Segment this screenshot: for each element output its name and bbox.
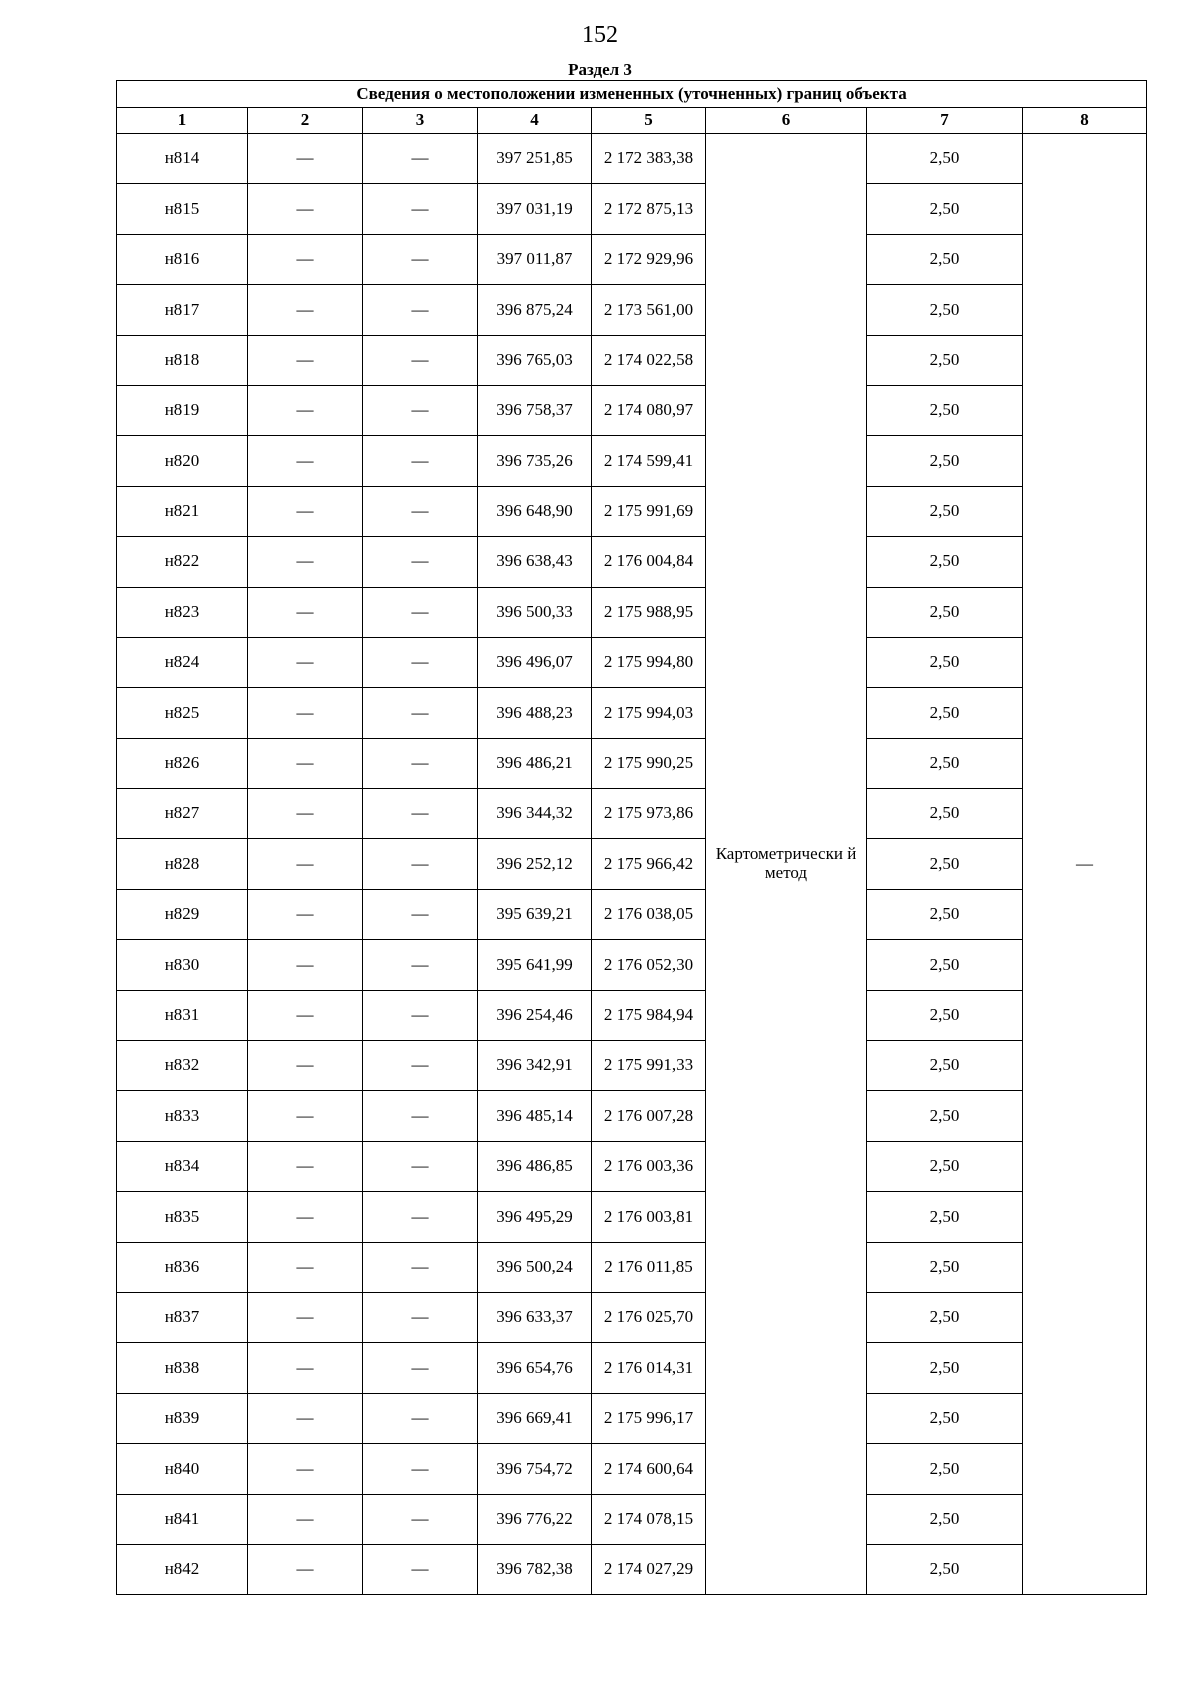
col2-cell: — <box>248 285 363 335</box>
table-caption: Сведения о местоположении измененных (уточненных) границ объекта <box>117 81 1147 108</box>
col3-cell: — <box>363 537 478 587</box>
y-coordinate-cell: 2 174 600,64 <box>592 1444 706 1494</box>
point-name-cell: н820 <box>117 436 248 486</box>
col3-cell: — <box>363 1292 478 1342</box>
accuracy-cell: 2,50 <box>867 1242 1023 1292</box>
x-coordinate-cell: 396 486,85 <box>478 1141 592 1191</box>
accuracy-cell: 2,50 <box>867 385 1023 435</box>
y-coordinate-cell: 2 175 984,94 <box>592 990 706 1040</box>
x-coordinate-cell: 396 633,37 <box>478 1292 592 1342</box>
col3-cell: — <box>363 587 478 637</box>
point-name-cell: н821 <box>117 486 248 536</box>
col2-cell: — <box>248 1343 363 1393</box>
x-coordinate-cell: 397 031,19 <box>478 184 592 234</box>
table-row <box>117 184 1147 234</box>
col3-cell: — <box>363 990 478 1040</box>
col2-cell: — <box>248 486 363 536</box>
section-title: Раздел 3 <box>568 60 632 79</box>
col3-cell: — <box>363 436 478 486</box>
x-coordinate-cell: 396 496,07 <box>478 637 592 687</box>
x-coordinate-cell: 396 648,90 <box>478 486 592 536</box>
point-name-cell: н830 <box>117 940 248 990</box>
accuracy-cell: 2,50 <box>867 990 1023 1040</box>
table-row <box>117 486 1147 536</box>
col3-cell: — <box>363 184 478 234</box>
y-coordinate-cell: 2 175 994,03 <box>592 688 706 738</box>
y-coordinate-cell: 2 176 004,84 <box>592 537 706 587</box>
accuracy-cell: 2,50 <box>867 1292 1023 1342</box>
col2-cell: — <box>248 335 363 385</box>
table-row <box>117 1444 1147 1494</box>
point-name-cell: н839 <box>117 1393 248 1443</box>
col3-cell: — <box>363 486 478 536</box>
method-cell: Картометрически й метод <box>706 134 867 1595</box>
accuracy-cell: 2,50 <box>867 738 1023 788</box>
point-name-cell: н815 <box>117 184 248 234</box>
accuracy-cell: 2,50 <box>867 285 1023 335</box>
col2-cell: — <box>248 1292 363 1342</box>
point-name-cell: н825 <box>117 688 248 738</box>
accuracy-cell: 2,50 <box>867 335 1023 385</box>
y-coordinate-cell: 2 176 003,36 <box>592 1141 706 1191</box>
table-row <box>117 537 1147 587</box>
x-coordinate-cell: 396 735,26 <box>478 436 592 486</box>
column-number: 2 <box>248 108 363 134</box>
table-row <box>117 1141 1147 1191</box>
accuracy-cell: 2,50 <box>867 839 1023 889</box>
point-name-cell: н829 <box>117 889 248 939</box>
accuracy-cell: 2,50 <box>867 587 1023 637</box>
col2-cell: — <box>248 1091 363 1141</box>
table-body <box>117 134 1147 1595</box>
x-coordinate-cell: 396 754,72 <box>478 1444 592 1494</box>
col2-cell: — <box>248 940 363 990</box>
col3-cell: — <box>363 1494 478 1544</box>
col2-cell: — <box>248 385 363 435</box>
table-row <box>117 285 1147 335</box>
accuracy-cell: 2,50 <box>867 637 1023 687</box>
col3-cell: — <box>363 637 478 687</box>
col2-cell: — <box>248 436 363 486</box>
accuracy-cell: 2,50 <box>867 1343 1023 1393</box>
col3-cell: — <box>363 839 478 889</box>
col3-cell: — <box>363 889 478 939</box>
point-name-cell: н833 <box>117 1091 248 1141</box>
y-coordinate-cell: 2 174 022,58 <box>592 335 706 385</box>
point-name-cell: н835 <box>117 1192 248 1242</box>
column-number: 4 <box>478 108 592 134</box>
y-coordinate-cell: 2 175 990,25 <box>592 738 706 788</box>
table-row <box>117 990 1147 1040</box>
col3-cell: — <box>363 385 478 435</box>
table-row <box>117 738 1147 788</box>
col3-cell: — <box>363 688 478 738</box>
table-row <box>117 637 1147 687</box>
col2-cell: — <box>248 1041 363 1091</box>
y-coordinate-cell: 2 176 011,85 <box>592 1242 706 1292</box>
point-name-cell: н836 <box>117 1242 248 1292</box>
table-row <box>117 134 1147 184</box>
table-row <box>117 1192 1147 1242</box>
table-row <box>117 1091 1147 1141</box>
x-coordinate-cell: 396 638,43 <box>478 537 592 587</box>
col3-cell: — <box>363 738 478 788</box>
col3-cell: — <box>363 1091 478 1141</box>
table-row <box>117 1343 1147 1393</box>
y-coordinate-cell: 2 172 875,13 <box>592 184 706 234</box>
y-coordinate-cell: 2 174 027,29 <box>592 1544 706 1594</box>
accuracy-cell: 2,50 <box>867 1544 1023 1594</box>
accuracy-cell: 2,50 <box>867 1192 1023 1242</box>
accuracy-cell: 2,50 <box>867 184 1023 234</box>
accuracy-cell: 2,50 <box>867 134 1023 184</box>
x-coordinate-cell: 396 495,29 <box>478 1192 592 1242</box>
point-name-cell: н818 <box>117 335 248 385</box>
accuracy-cell: 2,50 <box>867 789 1023 839</box>
col2-cell: — <box>248 234 363 284</box>
y-coordinate-cell: 2 172 929,96 <box>592 234 706 284</box>
point-name-cell: н814 <box>117 134 248 184</box>
y-coordinate-cell: 2 175 991,33 <box>592 1041 706 1091</box>
page-number: 152 <box>582 22 618 48</box>
point-name-cell: н828 <box>117 839 248 889</box>
col2-cell: — <box>248 1141 363 1191</box>
col2-cell: — <box>248 1444 363 1494</box>
col2-cell: — <box>248 990 363 1040</box>
point-name-cell: н824 <box>117 637 248 687</box>
y-coordinate-cell: 2 175 973,86 <box>592 789 706 839</box>
x-coordinate-cell: 397 251,85 <box>478 134 592 184</box>
x-coordinate-cell: 396 500,24 <box>478 1242 592 1292</box>
x-coordinate-cell: 396 342,91 <box>478 1041 592 1091</box>
x-coordinate-cell: 396 765,03 <box>478 335 592 385</box>
table-row <box>117 1292 1147 1342</box>
accuracy-cell: 2,50 <box>867 1041 1023 1091</box>
col2-cell: — <box>248 637 363 687</box>
table-row <box>117 436 1147 486</box>
x-coordinate-cell: 396 344,32 <box>478 789 592 839</box>
col2-cell: — <box>248 587 363 637</box>
y-coordinate-cell: 2 172 383,38 <box>592 134 706 184</box>
point-name-cell: н816 <box>117 234 248 284</box>
point-name-cell: н841 <box>117 1494 248 1544</box>
table-row <box>117 688 1147 738</box>
table-row <box>117 1393 1147 1443</box>
y-coordinate-cell: 2 176 025,70 <box>592 1292 706 1342</box>
accuracy-cell: 2,50 <box>867 1091 1023 1141</box>
y-coordinate-cell: 2 175 996,17 <box>592 1393 706 1443</box>
col2-cell: — <box>248 839 363 889</box>
col2-cell: — <box>248 1393 363 1443</box>
table-row <box>117 839 1147 889</box>
point-name-cell: н827 <box>117 789 248 839</box>
y-coordinate-cell: 2 176 014,31 <box>592 1343 706 1393</box>
point-name-cell: н837 <box>117 1292 248 1342</box>
y-coordinate-cell: 2 175 991,69 <box>592 486 706 536</box>
col3-cell: — <box>363 1444 478 1494</box>
table-row <box>117 1544 1147 1594</box>
y-coordinate-cell: 2 175 994,80 <box>592 637 706 687</box>
col2-cell: — <box>248 789 363 839</box>
x-coordinate-cell: 396 776,22 <box>478 1494 592 1544</box>
y-coordinate-cell: 2 176 003,81 <box>592 1192 706 1242</box>
accuracy-cell: 2,50 <box>867 1141 1023 1191</box>
column-number: 5 <box>592 108 706 134</box>
col2-cell: — <box>248 1544 363 1594</box>
y-coordinate-cell: 2 174 078,15 <box>592 1494 706 1544</box>
y-coordinate-cell: 2 174 599,41 <box>592 436 706 486</box>
y-coordinate-cell: 2 176 038,05 <box>592 889 706 939</box>
x-coordinate-cell: 396 669,41 <box>478 1393 592 1443</box>
accuracy-cell: 2,50 <box>867 1444 1023 1494</box>
accuracy-cell: 2,50 <box>867 486 1023 536</box>
point-name-cell: н834 <box>117 1141 248 1191</box>
x-coordinate-cell: 396 488,23 <box>478 688 592 738</box>
table-row <box>117 587 1147 637</box>
y-coordinate-cell: 2 175 988,95 <box>592 587 706 637</box>
x-coordinate-cell: 396 782,38 <box>478 1544 592 1594</box>
col3-cell: — <box>363 1393 478 1443</box>
x-coordinate-cell: 396 500,33 <box>478 587 592 637</box>
col3-cell: — <box>363 1141 478 1191</box>
col2-cell: — <box>248 184 363 234</box>
column-number: 3 <box>363 108 478 134</box>
point-name-cell: н831 <box>117 990 248 1040</box>
col3-cell: — <box>363 134 478 184</box>
y-coordinate-cell: 2 174 080,97 <box>592 385 706 435</box>
point-name-cell: н823 <box>117 587 248 637</box>
col3-cell: — <box>363 1343 478 1393</box>
x-coordinate-cell: 395 641,99 <box>478 940 592 990</box>
accuracy-cell: 2,50 <box>867 436 1023 486</box>
table-row <box>117 335 1147 385</box>
table-row <box>117 889 1147 939</box>
col2-cell: — <box>248 688 363 738</box>
point-name-cell: н822 <box>117 537 248 587</box>
col3-cell: — <box>363 1192 478 1242</box>
table-row <box>117 940 1147 990</box>
accuracy-cell: 2,50 <box>867 889 1023 939</box>
column-number: 1 <box>117 108 248 134</box>
y-coordinate-cell: 2 173 561,00 <box>592 285 706 335</box>
x-coordinate-cell: 396 654,76 <box>478 1343 592 1393</box>
col3-cell: — <box>363 234 478 284</box>
col3-cell: — <box>363 789 478 839</box>
accuracy-cell: 2,50 <box>867 1494 1023 1544</box>
col2-cell: — <box>248 134 363 184</box>
point-name-cell: н817 <box>117 285 248 335</box>
point-name-cell: н842 <box>117 1544 248 1594</box>
accuracy-cell: 2,50 <box>867 688 1023 738</box>
table-row <box>117 789 1147 839</box>
col2-cell: — <box>248 1192 363 1242</box>
table-row <box>117 1041 1147 1091</box>
x-coordinate-cell: 397 011,87 <box>478 234 592 284</box>
col2-cell: — <box>248 1242 363 1292</box>
x-coordinate-cell: 395 639,21 <box>478 889 592 939</box>
accuracy-cell: 2,50 <box>867 234 1023 284</box>
col3-cell: — <box>363 940 478 990</box>
table-row <box>117 234 1147 284</box>
col2-cell: — <box>248 1494 363 1544</box>
col8-cell: — <box>1023 134 1147 1595</box>
column-number-row <box>117 108 1147 134</box>
x-coordinate-cell: 396 486,21 <box>478 738 592 788</box>
coordinates-table <box>116 80 1147 1595</box>
col2-cell: — <box>248 738 363 788</box>
point-name-cell: н826 <box>117 738 248 788</box>
x-coordinate-cell: 396 254,46 <box>478 990 592 1040</box>
table-row <box>117 1494 1147 1544</box>
accuracy-cell: 2,50 <box>867 940 1023 990</box>
y-coordinate-cell: 2 176 052,30 <box>592 940 706 990</box>
col2-cell: — <box>248 889 363 939</box>
x-coordinate-cell: 396 875,24 <box>478 285 592 335</box>
x-coordinate-cell: 396 252,12 <box>478 839 592 889</box>
x-coordinate-cell: 396 485,14 <box>478 1091 592 1141</box>
x-coordinate-cell: 396 758,37 <box>478 385 592 435</box>
column-number: 7 <box>867 108 1023 134</box>
point-name-cell: н832 <box>117 1041 248 1091</box>
point-name-cell: н838 <box>117 1343 248 1393</box>
col3-cell: — <box>363 285 478 335</box>
column-number: 6 <box>706 108 867 134</box>
table-row <box>117 385 1147 435</box>
table-row <box>117 1242 1147 1292</box>
column-number: 8 <box>1023 108 1147 134</box>
y-coordinate-cell: 2 175 966,42 <box>592 839 706 889</box>
point-name-cell: н840 <box>117 1444 248 1494</box>
accuracy-cell: 2,50 <box>867 1393 1023 1443</box>
col3-cell: — <box>363 1041 478 1091</box>
col2-cell: — <box>248 537 363 587</box>
accuracy-cell: 2,50 <box>867 537 1023 587</box>
col3-cell: — <box>363 335 478 385</box>
point-name-cell: н819 <box>117 385 248 435</box>
col3-cell: — <box>363 1544 478 1594</box>
y-coordinate-cell: 2 176 007,28 <box>592 1091 706 1141</box>
col3-cell: — <box>363 1242 478 1292</box>
